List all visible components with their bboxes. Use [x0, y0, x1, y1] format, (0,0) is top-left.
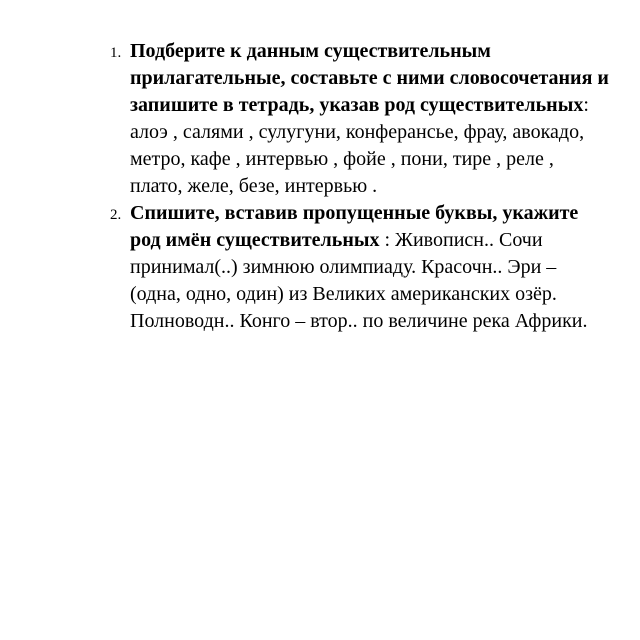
- task-item-1: [110, 38, 610, 200]
- task-text: [130, 202, 588, 332]
- task-instruction: Спишите, вставив пропущенные буквы, укажите род имён существительных: [130, 202, 579, 251]
- task-sentences: : Живописн.. Сочи принимал(..) зимнюю олимпиаду. Красочн.. Эри – (одна, одно, один) из Великих американских озёр. Полноводн.. Конго – втор.. по величине река Африки.: [130, 229, 588, 332]
- task-number: 2.: [110, 207, 122, 223]
- task-item-2: [110, 200, 610, 335]
- task-list: [110, 38, 610, 335]
- task-instruction: Подберите к данным существительным прилагательные, составьте с ними словосочетания и запишите в тетрадь, указав род существительных: [130, 40, 609, 116]
- task-number: 1.: [110, 45, 122, 61]
- task-words: : алоэ , салями , сулугуни, конферансье, фрау, авокадо, метро, кафе , интервью , фойе , пони, тире , реле , плато, желе, безе, интервью .: [130, 94, 589, 197]
- task-text: [130, 40, 609, 197]
